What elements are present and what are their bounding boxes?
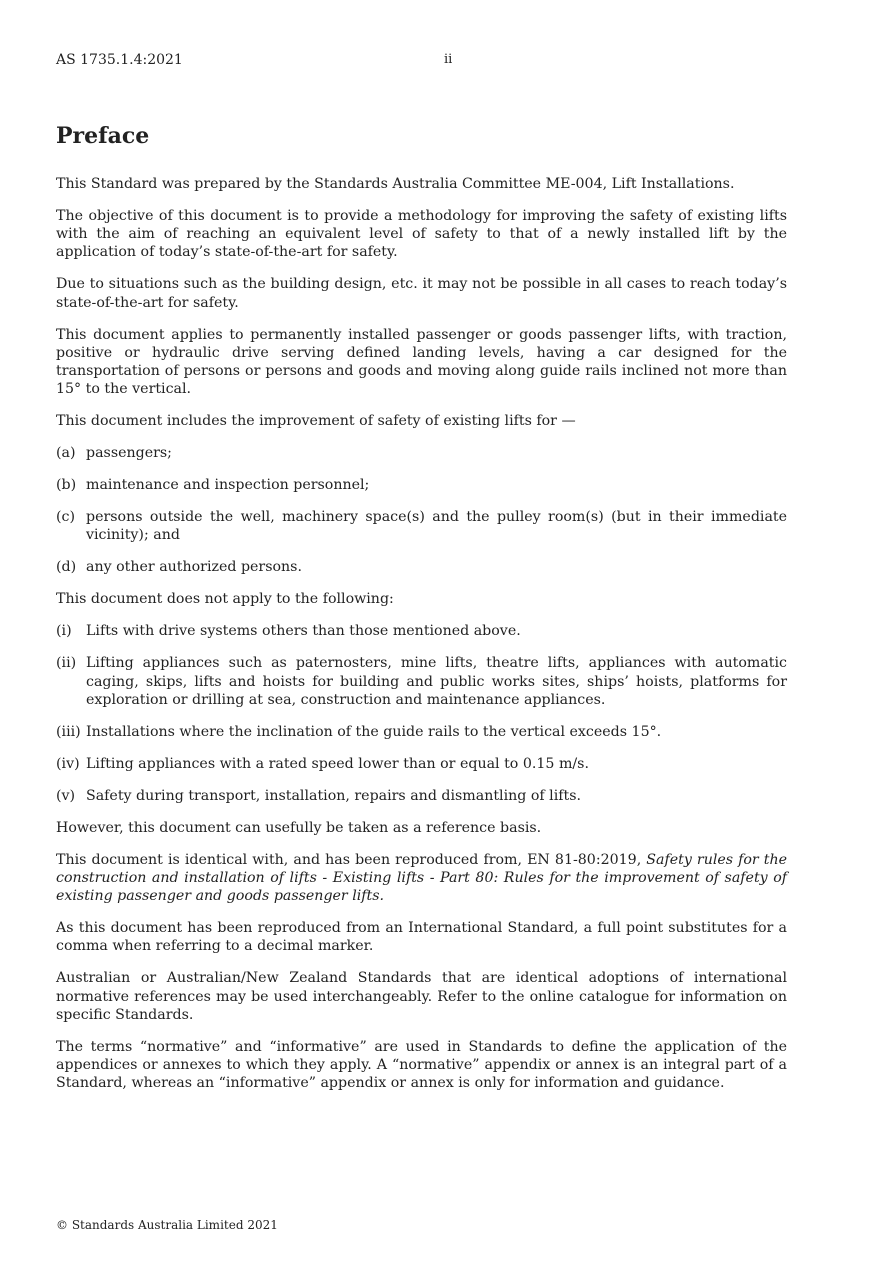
paragraph-decimal-marker: As this document has been reproduced from an International Standard, a full point substitutes for a comma when referring to a decimal marker.: [56, 920, 787, 955]
list-item-label: (iii): [56, 723, 81, 740]
list-item: [56, 558, 787, 576]
list-item: [56, 622, 787, 640]
source-statement: This document is identical with, and has been reproduced from, EN 81-80:2019,: [56, 851, 647, 868]
list-item-label: (c): [56, 509, 76, 526]
page-number: ii: [444, 52, 453, 67]
list-item-text: persons outside the well, machinery space(s) and the pulley room(s) (but in their immediate vicinity); and: [86, 509, 787, 544]
list-item-label: (i): [56, 623, 72, 640]
paragraph-normative-informative: The terms “normative” and “informative” are used in Standards to define the application of the appendices or annexes to which they apply. A “normative” appendix or annex is an integral part of a Standard, whereas an “informative” appendix or annex is only for information and guidance.: [56, 1038, 787, 1092]
paragraph-reference-basis: However, this document can usefully be taken as a reference basis.: [56, 819, 542, 836]
paragraph-excludes-intro: This document does not apply to the following:: [56, 591, 394, 608]
list-item-text: maintenance and inspection personnel;: [86, 477, 370, 494]
list-item: [56, 444, 787, 462]
list-item-label: (ii): [56, 655, 77, 672]
list-item-text: Lifts with drive systems others than those mentioned above.: [86, 623, 521, 640]
list-item-label: (iv): [56, 755, 80, 772]
paragraph-includes-intro: This document includes the improvement of safety of existing lifts for —: [56, 413, 576, 430]
list-item-label: (a): [56, 445, 76, 462]
list-item-text: Lifting appliances such as paternosters, mine lifts, theatre lifts, appliances with automatic caging, skips, lifts and hoists for building and public works sites, ships’ hoists, platforms for exploration or drilling at sea, construction and maintenance appliances.: [86, 655, 787, 708]
list-item-text: Safety during transport, installation, repairs and dismantling of lifts.: [86, 787, 581, 804]
list-item: [56, 654, 787, 709]
copyright-footer: © Standards Australia Limited 2021: [56, 1218, 278, 1232]
paragraph-objective: The objective of this document is to provide a methodology for improving the safety of existing lifts with the aim of reaching an equivalent level of safety to that of a newly installed lift by the application of today’s state-of-the-art for safety.: [56, 208, 787, 261]
list-item: [56, 476, 787, 494]
paragraph-identical-source: [56, 851, 787, 906]
list-item: [56, 508, 787, 544]
list-item-text: passengers;: [86, 445, 172, 462]
paragraph-committee: This Standard was prepared by the Standards Australia Committee ME-004, Lift Installations.: [56, 176, 735, 192]
document-id: AS 1735.1.4:2021: [56, 52, 183, 68]
preface-body: [56, 175, 787, 1106]
list-item-text: Lifting appliances with a rated speed lower than or equal to 0.15 m/s.: [86, 755, 589, 772]
list-item-label: (v): [56, 787, 76, 804]
paragraph-limitations: Due to situations such as the building design, etc. it may not be possible in all cases to reach today’s state-of-the-art for safety.: [56, 276, 787, 311]
list-item-text: Installations where the inclination of the guide rails to the vertical exceeds 15°.: [86, 723, 662, 740]
list-item: [56, 723, 787, 741]
list-item-label: (b): [56, 477, 77, 494]
list-item: [56, 755, 787, 773]
source-standard-title: Safety rules for the construction and installation of lifts - Existing lifts - Part 80: Rules for the improvement of safety of existing passenger and goods passenger lifts.: [56, 851, 788, 905]
paragraph-normative-references: Australian or Australian/New Zealand Standards that are identical adoptions of international normative references may be used interchangeably. Refer to the online catalogue for information on specific Standards.: [56, 970, 787, 1023]
paragraph-scope: This document applies to permanently installed passenger or goods passenger lifts, with traction, positive or hydraulic drive serving defined landing levels, having a car designed for the transportation of persons or persons and goods and moving along guide rails inclined not more than 15° to the vertical.: [56, 326, 787, 398]
list-item: [56, 787, 787, 805]
page-title: Preface: [56, 123, 150, 149]
list-item-text: any other authorized persons.: [86, 559, 302, 576]
list-item-label: (d): [56, 559, 77, 576]
